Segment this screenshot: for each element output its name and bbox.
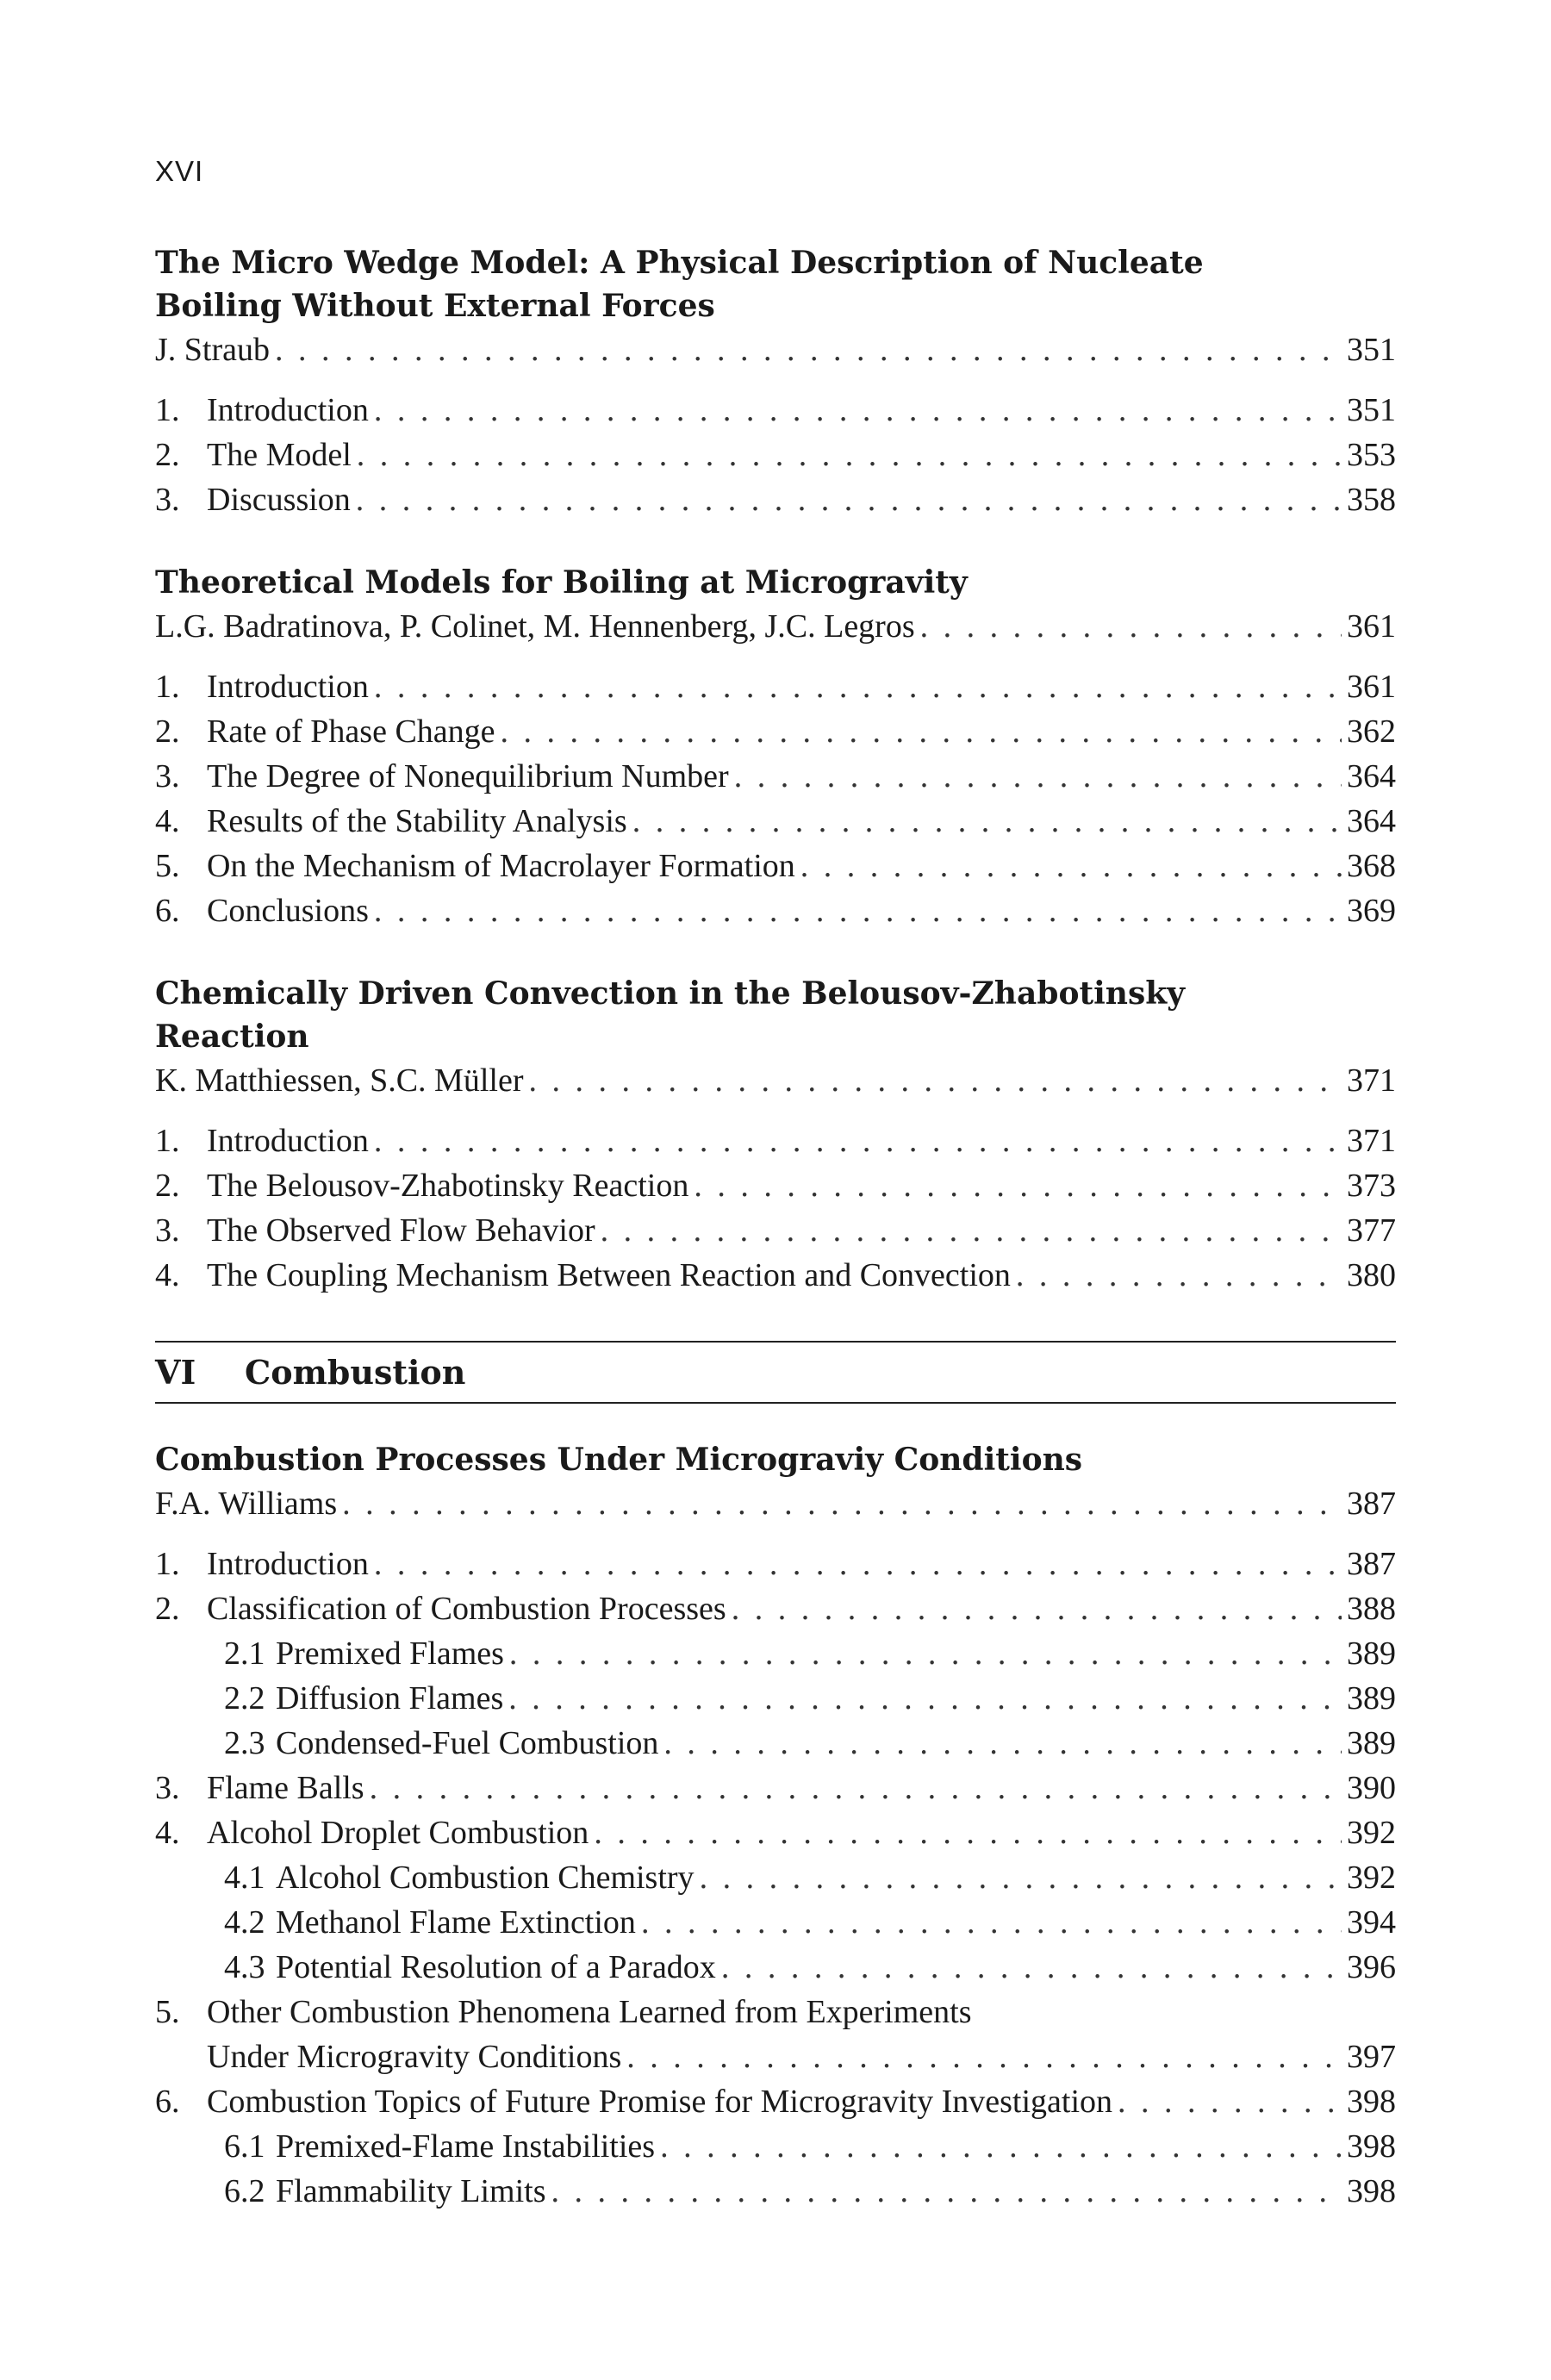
toc-subentry[interactable] — [155, 1631, 1396, 1676]
section-number: 6.1 — [224, 2128, 265, 2165]
toc-subentry[interactable] — [155, 1676, 1396, 1721]
toc-entry[interactable] — [155, 1253, 1396, 1298]
section-number: 6. — [155, 893, 180, 929]
section-number: 2.2 — [224, 1680, 265, 1716]
page-ref: 394 — [1347, 1904, 1396, 1941]
dot-leader — [275, 327, 1342, 372]
toc-entry[interactable] — [155, 709, 1396, 754]
page-ref: 373 — [1347, 1168, 1396, 1204]
section-label: The Degree of Nonequilibrium Number — [207, 758, 729, 794]
toc-entry[interactable] — [155, 844, 1396, 888]
author-names: K. Matthiessen, S.C. Müller — [155, 1062, 524, 1099]
section-number: 4.3 — [224, 1949, 265, 1985]
section-number: 1. — [155, 392, 180, 428]
dot-leader — [551, 2169, 1342, 2214]
dot-leader — [800, 844, 1342, 888]
article-title[interactable]: Combustion Processes Under Micrograviy Conditions — [155, 1442, 1083, 1478]
section-label: Discussion — [207, 482, 351, 518]
section-number: 2.1 — [224, 1635, 265, 1672]
section-number: 6.2 — [224, 2173, 265, 2209]
page-ref: 390 — [1347, 1770, 1396, 1806]
section-number: 3. — [155, 758, 180, 794]
toc-entry[interactable] — [155, 1542, 1396, 1586]
toc-entry[interactable] — [155, 1586, 1396, 1631]
toc-subentry[interactable] — [155, 1721, 1396, 1766]
section-label: The Belousov-Zhabotinsky Reaction — [207, 1168, 689, 1204]
page-ref: 353 — [1347, 437, 1396, 473]
section-label: The Model — [207, 437, 352, 473]
dot-leader — [342, 1481, 1342, 1526]
page-ref: 380 — [1347, 1257, 1396, 1293]
author-names: F.A. Williams — [155, 1486, 338, 1522]
toc-entry[interactable] — [155, 388, 1396, 433]
dot-leader — [1016, 1253, 1342, 1298]
toc-subentry[interactable] — [155, 1900, 1396, 1945]
article-title[interactable]: Chemically Driven Convection in the Belousov-Zhabotinsky Reaction — [155, 975, 1186, 1055]
section-label: Other Combustion Phenomena Learned from Experiments — [207, 1994, 972, 2030]
section-label: Premixed-Flame Instabilities — [276, 2128, 656, 2165]
dot-leader — [632, 799, 1342, 844]
page-ref: 377 — [1347, 1212, 1396, 1249]
toc-entry[interactable] — [155, 799, 1396, 844]
section-label: Introduction — [207, 392, 369, 428]
section-label: On the Mechanism of Macrolayer Formation — [207, 848, 795, 884]
page-ref: 387 — [1347, 1546, 1396, 1582]
dot-leader — [694, 1163, 1342, 1208]
toc-entry-first-line[interactable] — [155, 1990, 1396, 2034]
section-label: Flammability Limits — [276, 2173, 546, 2209]
section-label: Diffusion Flames — [276, 1680, 504, 1716]
page-ref: 387 — [1347, 1486, 1396, 1522]
article-author-entry[interactable] — [155, 1058, 1396, 1103]
section-label: Condensed-Fuel Combustion — [276, 1725, 659, 1761]
page-ref: 371 — [1347, 1123, 1396, 1159]
dot-leader — [374, 888, 1342, 933]
page-ref: 358 — [1347, 482, 1396, 518]
section-label: The Observed Flow Behavior — [207, 1212, 595, 1249]
toc-subentry[interactable] — [155, 1855, 1396, 1900]
section-number: 3. — [155, 1212, 180, 1249]
section-number: 4. — [155, 803, 180, 839]
section-label: Introduction — [207, 1546, 369, 1582]
section-label: Introduction — [207, 669, 369, 705]
dot-leader — [601, 1208, 1342, 1253]
section-label: Results of the Stability Analysis — [207, 803, 627, 839]
author-names: J. Straub — [155, 332, 270, 368]
dot-leader — [356, 477, 1342, 522]
dot-leader — [732, 1586, 1342, 1631]
section-number: 5. — [155, 1994, 180, 2030]
part-number: VI — [155, 1353, 196, 1392]
toc-subentry[interactable] — [155, 2124, 1396, 2169]
section-label: The Coupling Mechanism Between Reaction and Convection — [207, 1257, 1011, 1293]
dot-leader — [626, 2034, 1342, 2079]
dot-leader — [641, 1900, 1342, 1945]
dot-leader — [374, 1118, 1342, 1163]
page-ref: 392 — [1347, 1860, 1396, 1896]
section-label: Introduction — [207, 1123, 369, 1159]
page-ref: 364 — [1347, 803, 1396, 839]
page-ref: 368 — [1347, 848, 1396, 884]
page-ref: 398 — [1347, 2084, 1396, 2120]
toc-entry[interactable] — [155, 754, 1396, 799]
page-ref: 398 — [1347, 2173, 1396, 2209]
article-title[interactable]: The Micro Wedge Model: A Physical Description of Nucleate Boiling Without External Forces — [155, 245, 1204, 324]
toc-subentry[interactable] — [155, 2169, 1396, 2214]
section-number: 3. — [155, 482, 180, 518]
toc-entry[interactable] — [155, 1810, 1396, 1855]
toc-entry[interactable] — [155, 664, 1396, 709]
toc-entry[interactable] — [155, 2079, 1396, 2124]
dot-leader — [370, 1766, 1342, 1810]
page-ref: 351 — [1347, 392, 1396, 428]
dot-leader — [374, 664, 1342, 709]
section-label: Alcohol Combustion Chemistry — [276, 1860, 695, 1896]
section-label: Alcohol Droplet Combustion — [207, 1815, 589, 1851]
section-number: 3. — [155, 1770, 180, 1806]
dot-leader — [660, 2124, 1342, 2169]
dot-leader — [700, 1855, 1342, 1900]
section-number: 4.2 — [224, 1904, 265, 1941]
section-number: 2. — [155, 1168, 180, 1204]
toc-entry[interactable] — [155, 1163, 1396, 1208]
section-number: 2.3 — [224, 1725, 265, 1761]
dot-leader — [920, 604, 1342, 649]
part-title: Combustion — [245, 1353, 466, 1392]
page-ref: 351 — [1347, 332, 1396, 368]
dot-leader — [374, 388, 1342, 433]
section-label: Rate of Phase Change — [207, 713, 495, 750]
toc-article — [155, 1438, 1396, 2214]
section-number: 1. — [155, 1546, 180, 1582]
page-ref: 398 — [1347, 2128, 1396, 2165]
section-number: 4.1 — [224, 1860, 265, 1896]
section-number: 2. — [155, 437, 180, 473]
article-author-entry[interactable] — [155, 604, 1396, 649]
dot-leader — [509, 1631, 1342, 1676]
author-names: L.G. Badratinova, P. Colinet, M. Hennenberg, J.C. Legros — [155, 608, 915, 645]
section-number: 1. — [155, 669, 180, 705]
section-label: Combustion Topics of Future Promise for Microgravity Investigation — [207, 2084, 1113, 2120]
dot-leader — [508, 1676, 1342, 1721]
toc-entry[interactable] — [155, 888, 1396, 933]
section-label: Classification of Combustion Processes — [207, 1591, 726, 1627]
section-number: 4. — [155, 1815, 180, 1851]
section-label: Conclusions — [207, 893, 369, 929]
toc-subentry[interactable] — [155, 1945, 1396, 1990]
toc-entry[interactable] — [155, 433, 1396, 477]
section-number: 5. — [155, 848, 180, 884]
dot-leader — [357, 433, 1342, 477]
page-ref: 397 — [1347, 2039, 1396, 2075]
page-ref: 392 — [1347, 1815, 1396, 1851]
dot-leader — [663, 1721, 1342, 1766]
toc-entry[interactable] — [155, 477, 1396, 522]
page-ref: 361 — [1347, 669, 1396, 705]
section-number: 6. — [155, 2084, 180, 2120]
dot-leader — [374, 1542, 1342, 1586]
page-ref: 364 — [1347, 758, 1396, 794]
toc-article — [155, 241, 1396, 522]
dot-leader — [528, 1058, 1342, 1103]
page-ref: 371 — [1347, 1062, 1396, 1099]
page-ref: 362 — [1347, 713, 1396, 750]
page-number: XVI — [155, 155, 204, 187]
article-title[interactable]: Theoretical Models for Boiling at Microgravity — [155, 564, 968, 601]
page-ref: 389 — [1347, 1680, 1396, 1716]
section-label: Potential Resolution of a Paradox — [276, 1949, 716, 1985]
section-number: 2. — [155, 713, 180, 750]
table-of-contents — [155, 241, 1396, 2252]
toc-article — [155, 561, 1396, 933]
page-ref: 369 — [1347, 893, 1396, 929]
section-label: Methanol Flame Extinction — [276, 1904, 636, 1941]
section-number: 2. — [155, 1591, 180, 1627]
section-label-continued: Under Microgravity Conditions — [207, 2039, 622, 2075]
page-ref: 388 — [1347, 1591, 1396, 1627]
section-label: Premixed Flames — [276, 1635, 504, 1672]
article-author-entry[interactable] — [155, 1481, 1396, 1526]
page-ref: 389 — [1347, 1725, 1396, 1761]
section-label: Flame Balls — [207, 1770, 364, 1806]
page-ref: 361 — [1347, 608, 1396, 645]
toc-entry[interactable] — [155, 1208, 1396, 1253]
article-author-entry[interactable] — [155, 327, 1396, 372]
page-ref: 396 — [1347, 1949, 1396, 1985]
page-ref: 389 — [1347, 1635, 1396, 1672]
toc-entry[interactable] — [155, 1118, 1396, 1163]
section-number: 4. — [155, 1257, 180, 1293]
section-number: 1. — [155, 1123, 180, 1159]
dot-leader — [501, 709, 1342, 754]
toc-article — [155, 972, 1396, 1298]
dot-leader — [594, 1810, 1342, 1855]
toc-entry[interactable] — [155, 1766, 1396, 1810]
part-header — [155, 1341, 1396, 1404]
toc-entry-continuation[interactable] — [155, 2034, 1396, 2079]
dot-leader — [721, 1945, 1342, 1990]
dot-leader — [1118, 2079, 1342, 2124]
dot-leader — [734, 754, 1342, 799]
